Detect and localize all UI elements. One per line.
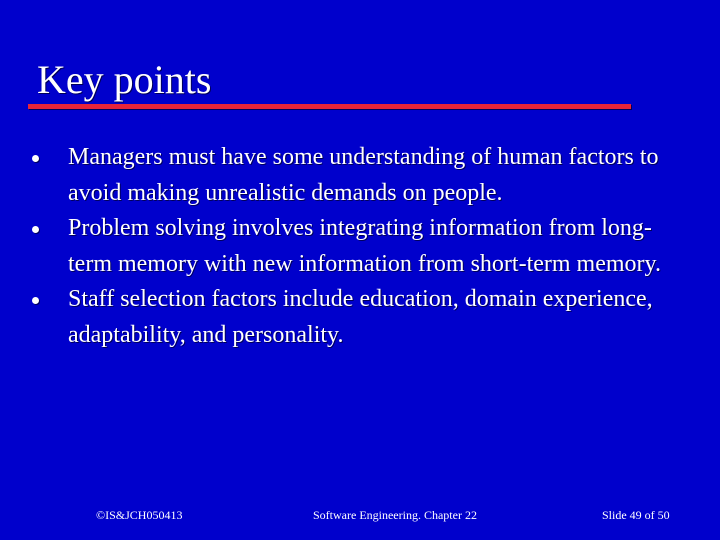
bullet-dot-icon xyxy=(32,297,39,304)
bullet-text: Staff selection factors include education, domain experience, adaptability, and personality. xyxy=(68,286,653,348)
footer-slide-number: Slide 49 of 50 xyxy=(602,508,670,522)
slide-title: Key points xyxy=(37,57,212,102)
bullet-item xyxy=(0,140,688,211)
footer-copyright: ©IS&JCH050413 xyxy=(96,508,183,522)
bullet-item xyxy=(0,282,688,353)
bullet-dot-icon xyxy=(32,226,39,233)
bullet-list xyxy=(0,140,688,353)
bullet-text: Managers must have some understanding of human factors to avoid making unrealistic demands on people. xyxy=(68,144,659,206)
footer-course-title: Software Engineering. Chapter 22 xyxy=(313,508,477,522)
bullet-dot-icon xyxy=(32,155,39,162)
title-underline xyxy=(28,104,631,109)
bullet-item xyxy=(0,211,688,282)
bullet-text: Problem solving involves integrating information from long-term memory with new information from short-term memory. xyxy=(68,215,661,277)
